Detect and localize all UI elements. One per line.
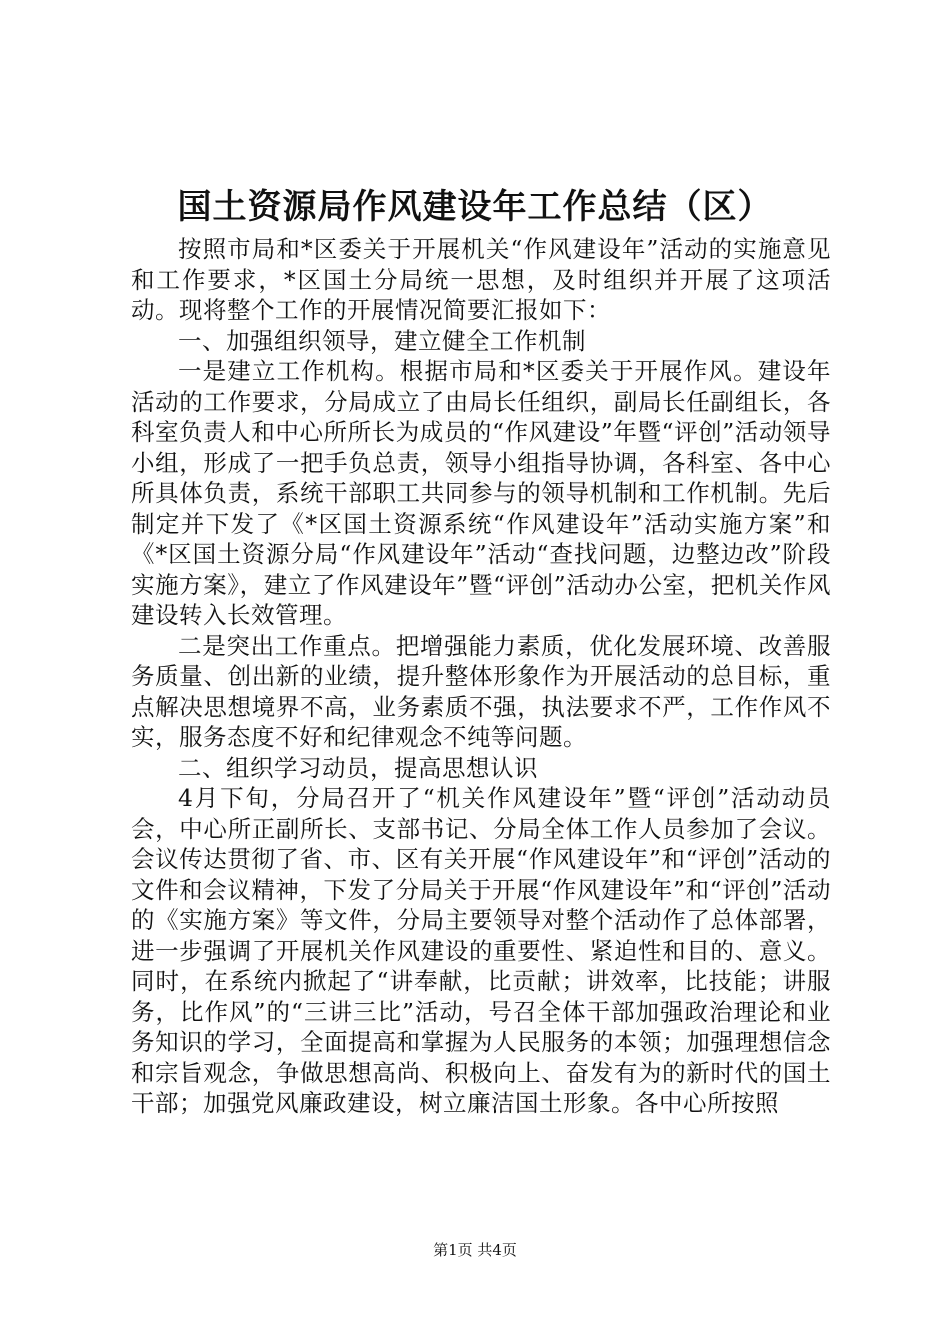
document-title: 国土资源局作风建设年工作总结（区） [177, 187, 773, 227]
paragraph-intro: 按照市局和*区委关于开展机关“作风建设年”活动的实施意见和工作要求，*区国土分局统一思想，及时组织并开展了这项活动。现将整个工作的开展情况简要汇报如下： [131, 235, 831, 324]
section-heading-1: 一、加强组织领导，建立健全工作机制 [178, 326, 586, 355]
paragraph-2-1: 4月下旬，分局召开了“机关作风建设年”暨“评创”活动动员会，中心所正副所长、支部书记、分局全体工作人员参加了会议。会议传达贯彻了省、市、区有关开展“作风建设年”和“评创”活动的文件和会议精神，下发了分局关于开展“作风建设年”和“评创”活动的《实施方案》等文件，分局主要领导对整个活动作了总体部署，进一步强调了开展机关作风建设的重要性、紧迫性和目的、意义。同时，在系统内掀起了“讲奉献，比贡献；讲效率，比技能；讲服务，比作风”的“三讲三比”活动，号召全体干部加强政治理论和业务知识的学习，全面提高和掌握为人民服务的本领；加强理想信念和宗旨观念，争做思想高尚、积极向上、奋发有为的新时代的国土干部；加强党风廉政建设，树立廉洁国土形象。各中心所按照 [131, 784, 831, 1117]
paragraph-1-2: 二是突出工作重点。把增强能力素质，优化发展环境、改善服务质量、创出新的业绩，提升整体形象作为开展活动的总目标，重点解决思想境界不高，业务素质不强，执法要求不严，工作作风不实，服务态度不好和纪律观念不纯等问题。 [131, 631, 831, 751]
paragraph-1-1: 一是建立工作机构。根据市局和*区委关于开展作风。建设年活动的工作要求，分局成立了由局长任组织，副局长任副组长，各科室负责人和中心所所长为成员的“作风建设”年暨“评创”活动领导小组，形成了一把手负总责，领导小组指导协调，各科室、各中心所具体负责，系统干部职工共同参与的领导机制和工作机制。先后制定并下发了《*区国土资源系统“作风建设年”活动实施方案”和《*区国土资源分局“作风建设年”活动“查找问题，边整边改”阶段实施方案》，建立了作风建设年”暨“评创”活动办公室，把机关作风建设转入长效管理。 [131, 357, 831, 629]
document-body [131, 234, 831, 1119]
page-footer: 第1页 共4页 [433, 1241, 517, 1259]
section-heading-2: 二、组织学习动员，提高思想认识 [178, 753, 538, 782]
